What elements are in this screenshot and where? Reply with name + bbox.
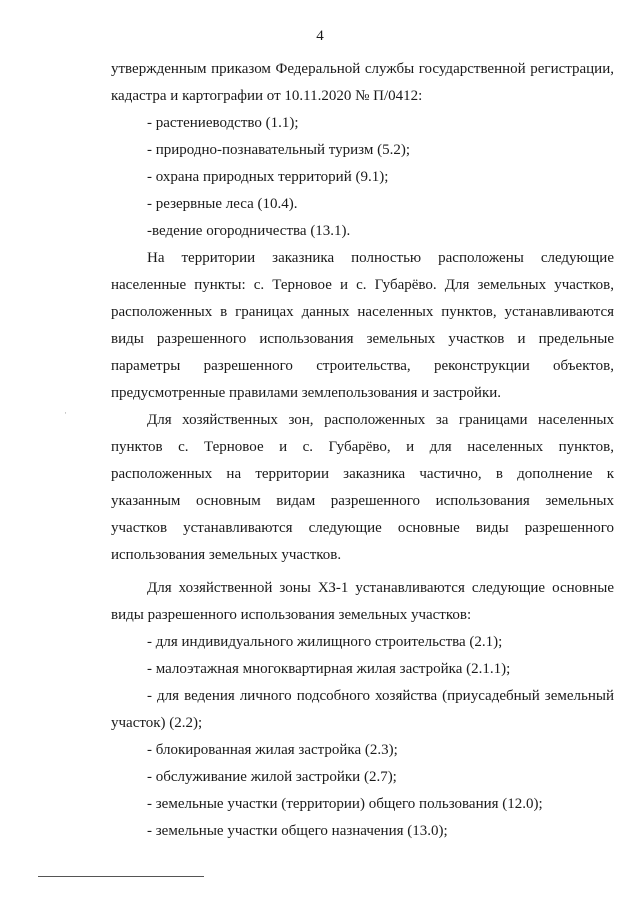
paragraph-line: виды разрешенного использования земельных участков: xyxy=(111,607,472,623)
list-item: - земельные участки (территории) общего пользования (12.0); xyxy=(147,796,543,812)
paragraph-line: кадастра и картографии от 10.11.2020 № П/0412: xyxy=(111,88,423,104)
list-item: - для ведения личного подсобного хозяйства (приусадебный земельный xyxy=(147,688,614,704)
list-item: - охрана природных территорий (9.1); xyxy=(147,169,389,185)
paragraph-line: населенные пункты: с. Терновое и с. Губарёво. Для земельных участков, xyxy=(111,277,614,293)
paragraph-line: использования земельных участков. xyxy=(111,547,342,563)
footer-rule xyxy=(38,876,204,877)
paragraph-line: участков устанавливаются следующие основные виды разрешенного xyxy=(111,520,614,536)
paragraph-line: пунктов с. Терновое и с. Губарёво, и для населенных пунктов, xyxy=(111,439,614,455)
paragraph-line: виды разрешенного использования земельных участков и предельные xyxy=(111,331,614,347)
paragraph-line: параметры разрешенного строительства, реконструкции объектов, xyxy=(111,358,614,374)
paragraph-line: Для хозяйственных зон, расположенных за границами населенных xyxy=(147,412,614,428)
paragraph-line: На территории заказника полностью расположены следующие xyxy=(147,250,614,266)
list-item: -ведение огородничества (13.1). xyxy=(147,223,351,239)
list-item: - малоэтажная многоквартирная жилая застройка (2.1.1); xyxy=(147,661,511,677)
list-item: - для индивидуального жилищного строительства (2.1); xyxy=(147,634,503,650)
page-number: 4 xyxy=(316,28,324,44)
paragraph-line: утвержденным приказом Федеральной службы государственной регистрации, xyxy=(111,61,614,77)
margin-mark: · xyxy=(64,408,67,418)
paragraph-line: расположенных в границах данных населенных пунктов, устанавливаются xyxy=(111,304,614,320)
list-item: - обслуживание жилой застройки (2.7); xyxy=(147,769,397,785)
paragraph-line: указанным основным видам разрешенного использования земельных xyxy=(111,493,614,509)
list-item: - блокированная жилая застройка (2.3); xyxy=(147,742,398,758)
paragraph-line: расположенных на территории заказника частично, в дополнение к xyxy=(111,466,614,482)
list-item: - резервные леса (10.4). xyxy=(147,196,298,212)
paragraph-line: предусмотренные правилами землепользования и застройки. xyxy=(111,385,502,401)
document-body xyxy=(111,56,614,845)
list-item: - растениеводство (1.1); xyxy=(147,115,299,131)
list-item-continuation: участок) (2.2); xyxy=(111,715,203,731)
list-item: - земельные участки общего назначения (13.0); xyxy=(147,823,448,839)
paragraph-line: Для хозяйственной зоны ХЗ-1 устанавливаются следующие основные xyxy=(147,580,614,596)
list-item: - природно-познавательный туризм (5.2); xyxy=(147,142,410,158)
